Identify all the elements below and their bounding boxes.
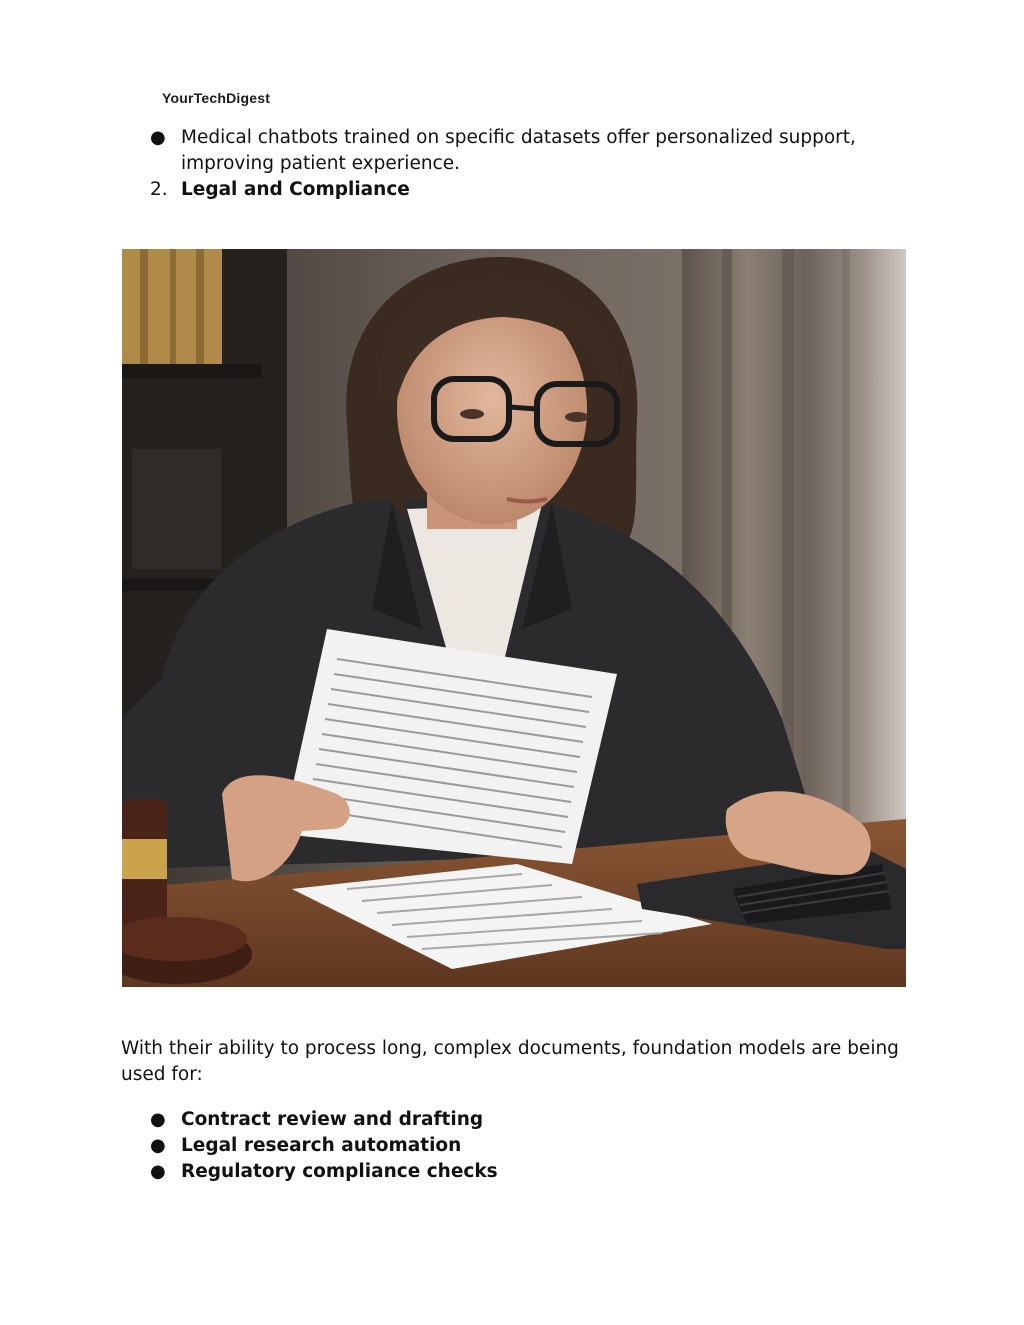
bullet-marker: ● [150, 1109, 166, 1130]
list-number: 2. [150, 179, 168, 200]
bullet-text-line-1: Medical chatbots trained on specific datasets offer personalized support, [181, 127, 856, 148]
bullet-marker: ● [150, 1135, 166, 1156]
section-heading-legal: Legal and Compliance [181, 179, 410, 200]
site-logo: YourTechDigest [162, 90, 271, 106]
list-item-legal-research: Legal research automation [181, 1135, 462, 1156]
list-item-contract-review: Contract review and drafting [181, 1109, 484, 1130]
bullet-text-line-2: improving patient experience. [181, 153, 460, 174]
bullet-marker: ● [150, 127, 166, 148]
lawyer-reviewing-document-photo [122, 249, 906, 987]
bullet-marker: ● [150, 1161, 166, 1182]
paragraph-line-2: used for: [121, 1064, 203, 1085]
list-item-regulatory-compliance: Regulatory compliance checks [181, 1161, 498, 1182]
paragraph-line-1: With their ability to process long, complex documents, foundation models are being [121, 1038, 899, 1059]
